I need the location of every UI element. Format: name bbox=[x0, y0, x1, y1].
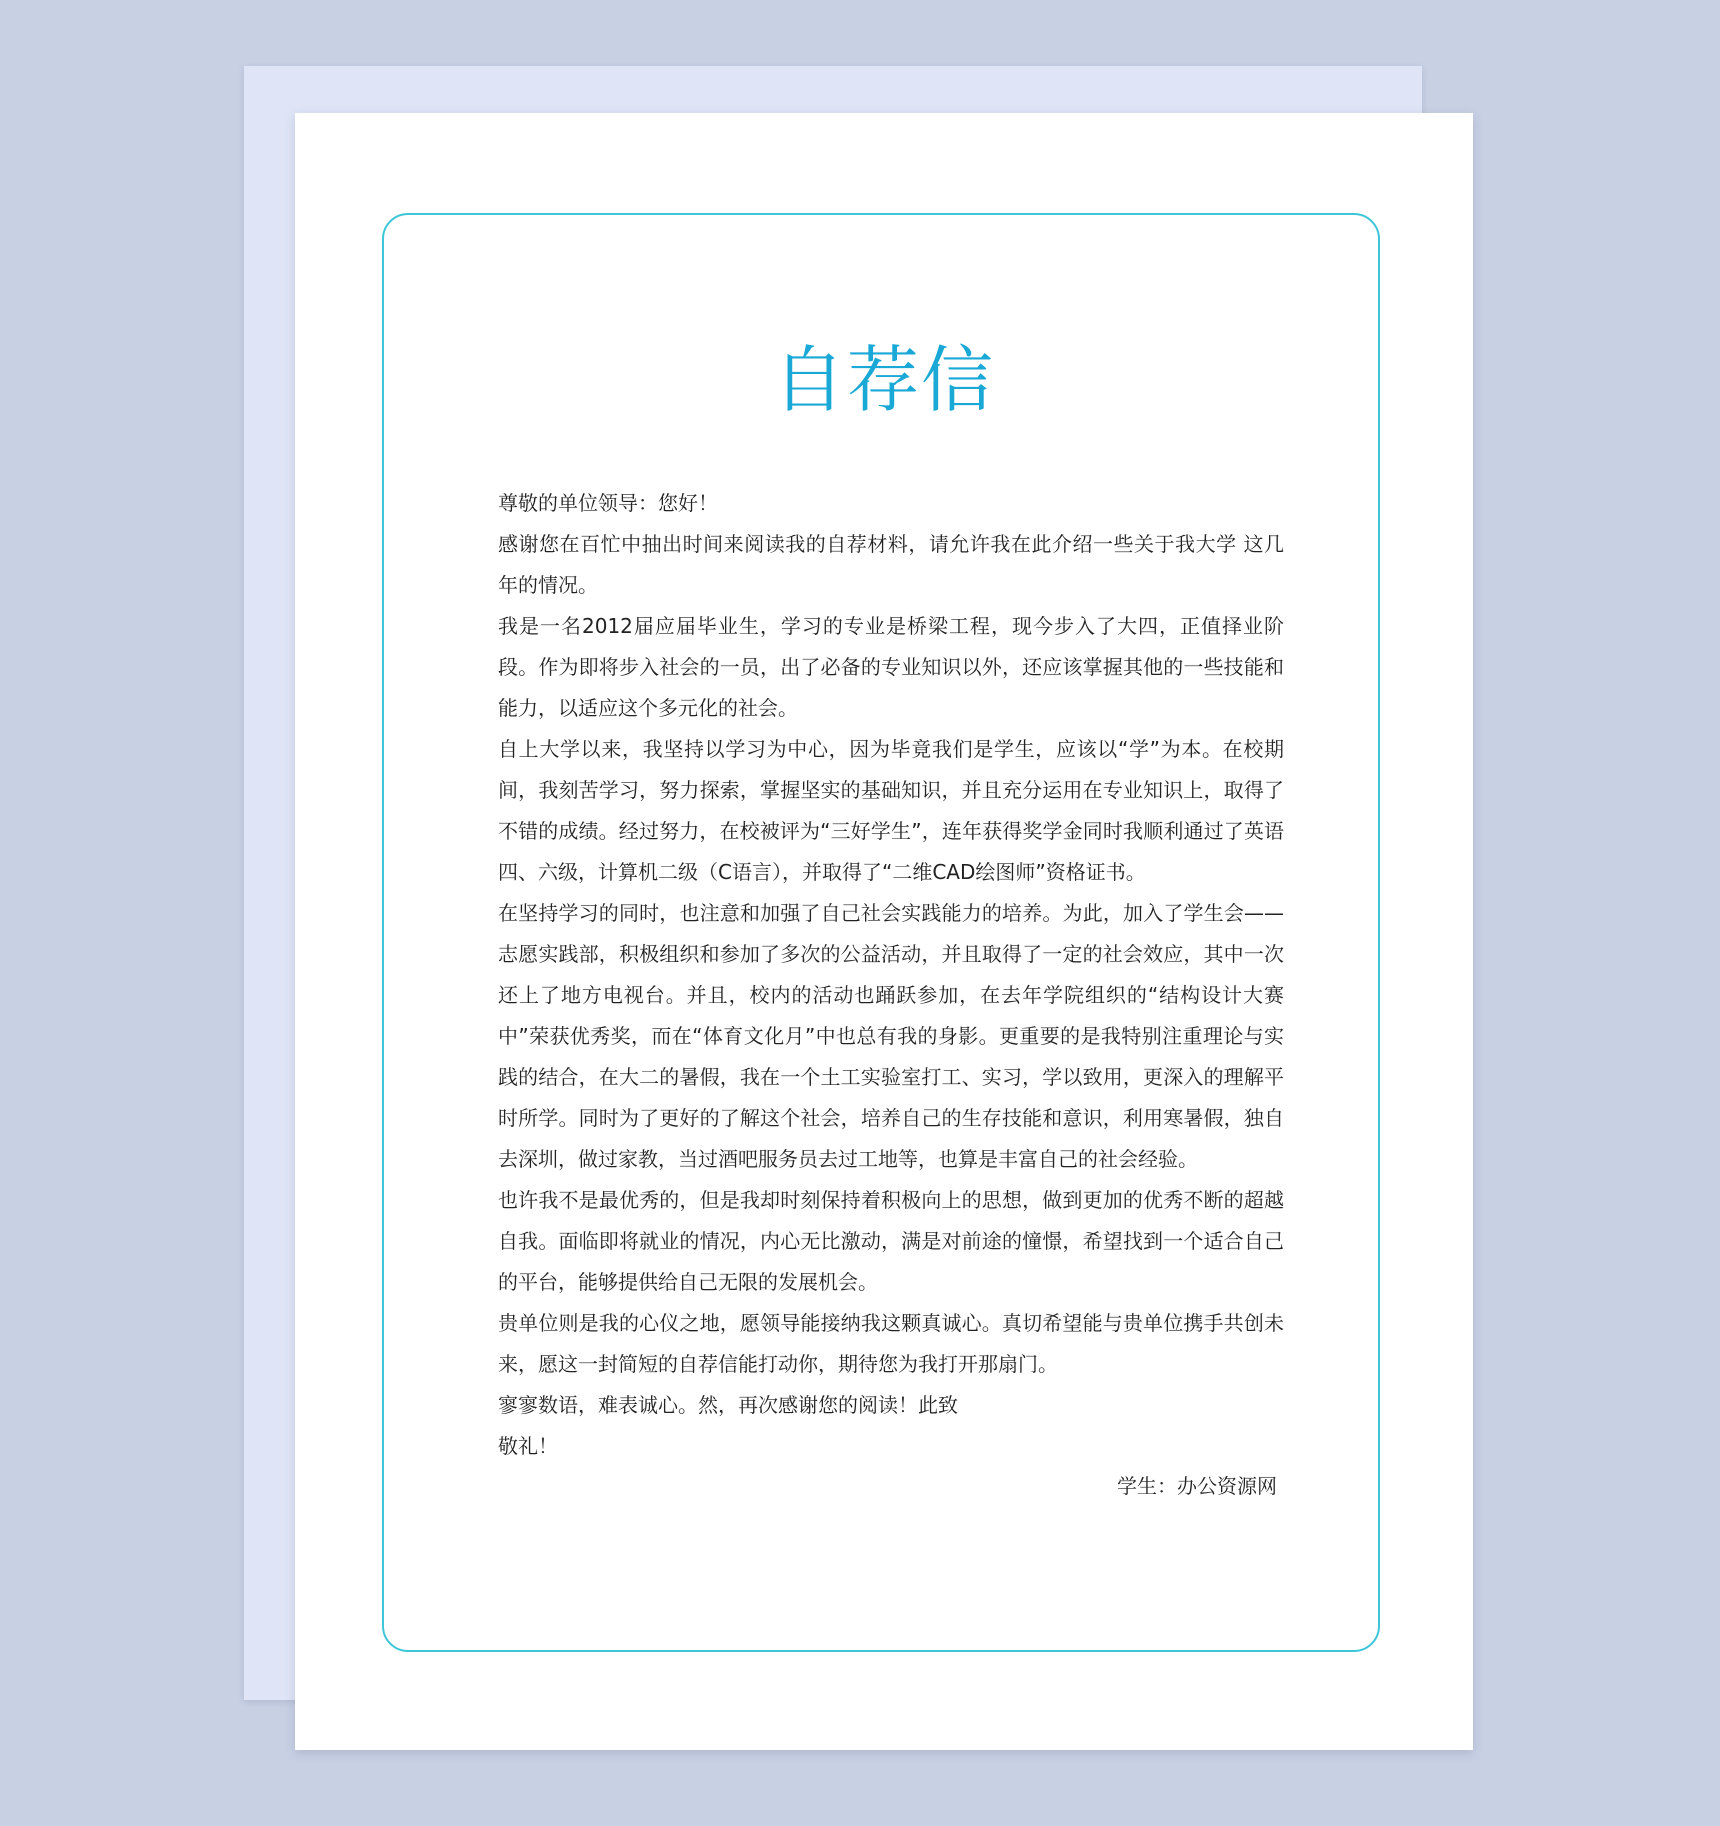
letter-paragraph: 贵单位则是我的心仪之地，愿领导能接纳我这颗真诚心。真切希望能与贵单位携手共创未来，愿这一封简短的自荐信能打动你，期待您为我打开那扇门。 bbox=[498, 1311, 1284, 1376]
closing-line: 寥寥数语，难表诚心。然，再次感谢您的阅读！此致 bbox=[498, 1393, 958, 1417]
letter-paragraph: 感谢您在百忙中抽出时间来阅读我的自荐材料，请允许我在此介绍一些关于我大学 这几年的情况。 bbox=[498, 532, 1284, 597]
letter-title: 自荐信 bbox=[772, 338, 995, 422]
letter-signature: 学生：办公资源网 bbox=[1117, 1474, 1277, 1498]
letter-paragraph: 自上大学以来，我坚持以学习为中心，因为毕竟我们是学生，应该以“学”为本。在校期间，我刻苦学习，努力探索，掌握坚实的基础知识，并且充分运用在专业知识上，取得了不错的成绩。经过努力，在校被评为“三好学生”，连年获得奖学金同时我顺利通过了英语四、六级，计算机二级（C语言），并取得了“二维CAD绘图师”资格证书。 bbox=[498, 737, 1284, 884]
letter-page bbox=[295, 113, 1473, 1750]
letter-paragraph: 也许我不是最优秀的，但是我却时刻保持着积极向上的思想，做到更加的优秀不断的超越自我。面临即将就业的情况，内心无比激动，满是对前途的憧憬，希望找到一个适合自己的平台，能够提供给自己无限的发展机会。 bbox=[498, 1188, 1284, 1294]
letter-paragraph: 我是一名2012届应届毕业生，学习的专业是桥梁工程，现今步入了大四，正值择业阶段。作为即将步入社会的一员，出了必备的专业知识以外，还应该掌握其他的一些技能和能力，以适应这个多元化的社会。 bbox=[498, 614, 1284, 720]
letter-paragraph: 在坚持学习的同时，也注意和加强了自己社会实践能力的培养。为此，加入了学生会——志愿实践部，积极组织和参加了多次的公益活动，并且取得了一定的社会效应，其中一次还上了地方电视台。并且，校内的活动也踊跃参加，在去年学院组织的“结构设计大赛中”荣获优秀奖，而在“体育文化月”中也总有我的身影。更重要的是我特别注重理论与实践的结合，在大二的暑假，我在一个土工实验室打工、实习，学以致用，更深入的理解平时所学。同时为了更好的了解这个社会，培养自己的生存技能和意识，利用寒暑假，独自去深圳，做过家教，当过酒吧服务员去过工地等，也算是丰富自己的社会经验。 bbox=[498, 901, 1284, 1171]
salutation: 尊敬的单位领导：您好！ bbox=[498, 491, 718, 515]
closing-regards: 敬礼！ bbox=[498, 1434, 558, 1458]
letter-body bbox=[498, 483, 1284, 1467]
